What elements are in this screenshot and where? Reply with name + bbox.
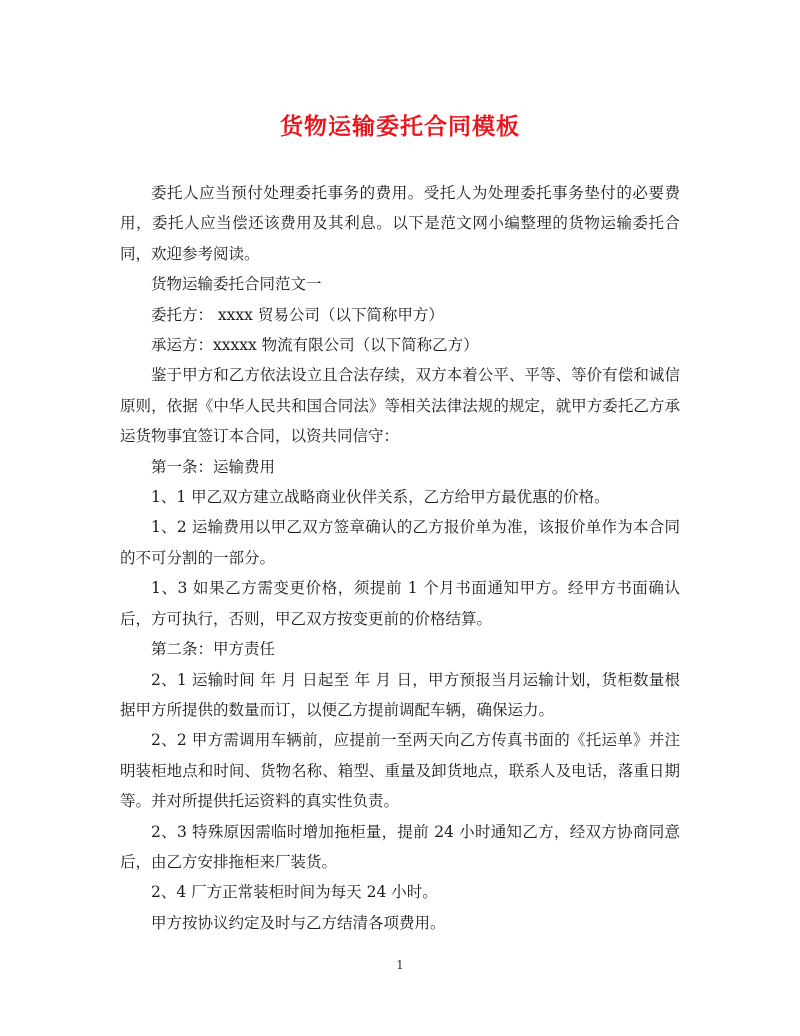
paragraph-clause-1-2: 1、2 运输费用以甲乙双方签章确认的乙方报价单为准，该报价单作为本合同的不可分割的一部分。 — [120, 518, 680, 567]
paragraph-clause-2-4: 2、4 厂方正常装柜时间为每天 24 小时。 — [151, 883, 438, 902]
paragraph-clause-1-3: 1、3 如果乙方需变更价格，须提前 1 个月书面通知甲方。经甲方书面确认后，方可执行，否则，甲乙双方按变更前的价格结算。 — [120, 579, 680, 628]
paragraph-intro: 委托人应当预付处理委托事务的费用。受托人为处理委托事务垫付的必要费用，委托人应当偿还该费用及其利息。以下是范文网小编整理的货物运输委托合同，欢迎参考阅读。 — [120, 184, 680, 263]
paragraph-article-2-heading: 第二条：甲方责任 — [151, 640, 276, 659]
paragraph-preamble: 鉴于甲方和乙方依法设立且合法存续，双方本着公平、平等、等价有偿和诚信原则，依据《中华人民共和国合同法》等相关法律法规的规定，就甲方委托乙方承运货物事宜签订本合同，以资共同信守： — [120, 366, 680, 446]
document-title: 货物运输委托合同模板 — [280, 114, 520, 140]
paragraph-clause-1-1: 1、1 甲乙双方建立战略商业伙伴关系，乙方给甲方最优惠的价格。 — [151, 488, 610, 507]
paragraph-heading-sample: 货物运输委托合同范文一 — [151, 275, 322, 294]
paragraph-clause-2-3: 2、3 特殊原因需临时增加拖柜量，提前 24 小时通知乙方，经双方协商同意后，由乙方安排拖柜来厂装货。 — [120, 822, 680, 871]
paragraph-settlement: 甲方按协议约定及时与乙方结清各项费用。 — [151, 913, 446, 932]
paragraph-article-1-heading: 第一条：运输费用 — [151, 457, 276, 476]
paragraph-clause-2-2: 2、2 甲方需调用车辆前，应提前一至两天向乙方传真书面的《托运单》并注明装柜地点和时间、货物名称、箱型、重量及卸货地点，联系人及电话，落重日期等。并对所提供托运资料的真实性负责。 — [120, 731, 680, 811]
document-body — [120, 178, 680, 938]
paragraph-carrier: 承运方：xxxxx 物流有限公司（以下简称乙方） — [151, 336, 479, 355]
paragraph-clause-2-1: 2、1 运输时间 年 月 日起至 年 月 日，甲方预报当月运输计划，货柜数量根据甲方所提供的数量而订，以便乙方提前调配车辆，确保运力。 — [120, 670, 680, 719]
paragraph-client: 委托方： xxxx 贸易公司（以下简称甲方） — [151, 305, 444, 324]
page-number: 1 — [396, 958, 404, 972]
